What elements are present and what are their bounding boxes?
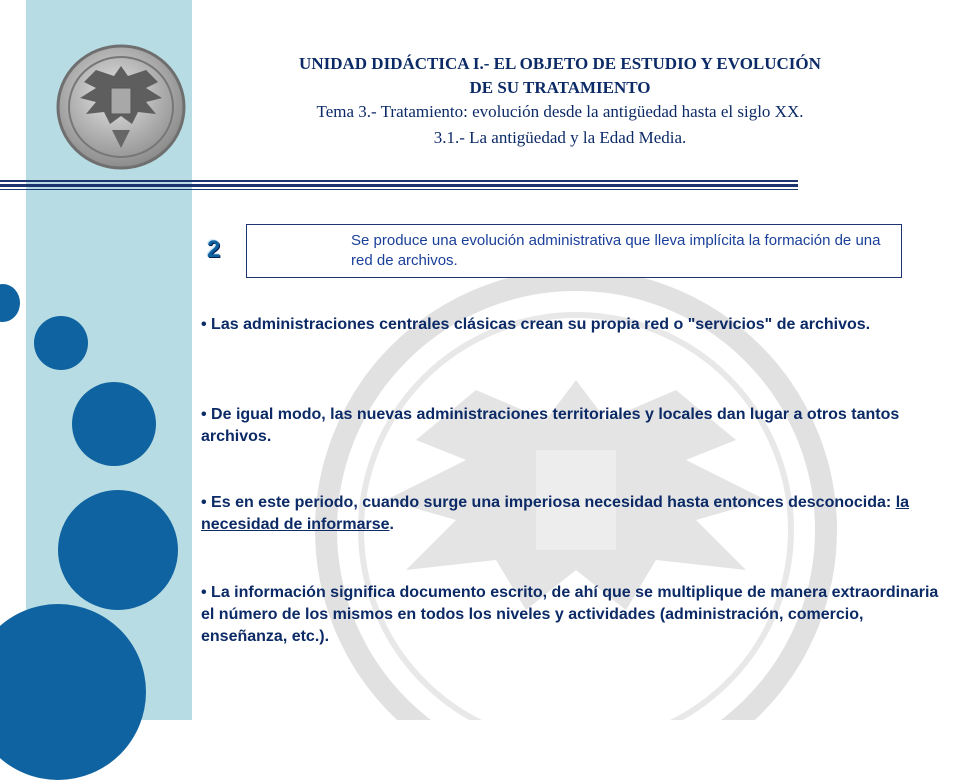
summary-box [246,224,902,278]
underlined-phrase: la necesidad de informarse [201,494,910,533]
slide-number: 2 [207,236,221,263]
decorative-circle [34,316,88,370]
header-divider [0,180,798,192]
bullet-text-end: . [389,516,394,533]
decorative-circle [0,284,20,322]
bullet-point: • De igual modo, las nuevas administraciones territoriales y locales dan lugar a otros tantos archivos. [201,406,900,445]
unit-title: UNIDAD DIDÁCTICA I.- EL OBJETO DE ESTUDIO Y EVOLUCIÓN [299,54,821,73]
bullet-point: • Las administraciones centrales clásicas crean su propia red o "servicios" de archivos. [201,316,871,333]
topic-title: Tema 3.- Tratamiento: evolución desde la antigüedad hasta el siglo XX. [316,102,804,121]
decorative-circle [72,382,156,466]
bullet-text: • Es en este periodo, cuando surge una imperiosa necesidad hasta entonces desconocida: [201,494,896,511]
unit-title-continuation: DE SU TRATAMIENTO [469,78,651,97]
summary-text: Se produce una evolución administrativa que lleva implícita la formación de una red de archivos. [351,232,881,269]
decorative-circle [58,490,178,610]
university-seal-icon [56,44,186,170]
bullet-point [201,492,941,536]
subtopic-title: 3.1.- La antigüedad y la Edad Media. [433,128,687,147]
bullet-point: • La información significa documento escrito, de ahí que se multiplique de manera extraordinaria el número de los mismos en todos los niveles y actividades (administración, comercio, enseñanza, etc.). [201,584,939,645]
